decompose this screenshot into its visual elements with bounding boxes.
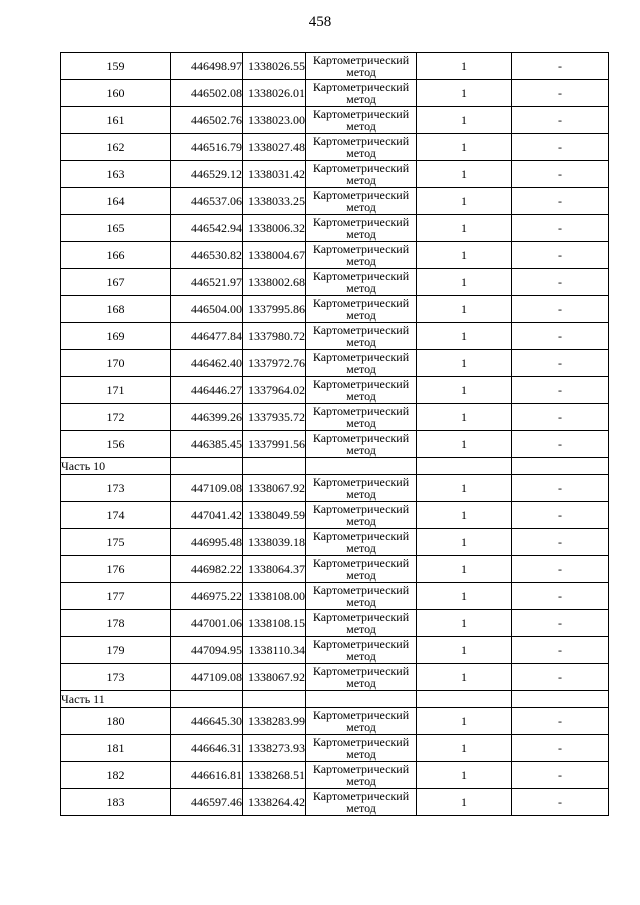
method-cell (306, 350, 417, 377)
table-row (61, 583, 609, 610)
method-line-1: Картометрический (312, 53, 410, 67)
method-line-1: Картометрический (312, 242, 410, 256)
precision-value: 1 (417, 323, 512, 350)
method-cell (306, 735, 417, 762)
method-line-2: метод (346, 487, 376, 501)
method-line-2: метод (346, 389, 376, 403)
method-line-2: метод (346, 649, 376, 663)
coord-y: 1337972.76 (243, 350, 306, 377)
method-cell (306, 789, 417, 816)
coord-y: 1338039.18 (243, 529, 306, 556)
precision-value: 1 (417, 188, 512, 215)
point-number: 156 (61, 431, 171, 458)
section-row (61, 691, 609, 708)
method-line-2: метод (346, 173, 376, 187)
table-row (61, 404, 609, 431)
coord-x: 446502.76 (171, 107, 243, 134)
empty-cell (171, 458, 243, 475)
coord-y: 1338110.34 (243, 637, 306, 664)
method-line-2: метод (346, 335, 376, 349)
point-number: 181 (61, 735, 171, 762)
method-cell (306, 80, 417, 107)
method-line-2: метод (346, 568, 376, 582)
description-dash: - (512, 107, 609, 134)
table-row (61, 529, 609, 556)
coord-y: 1337980.72 (243, 323, 306, 350)
method-line-1: Картометрический (312, 708, 410, 722)
precision-value: 1 (417, 637, 512, 664)
method-cell (306, 269, 417, 296)
coord-x: 446504.00 (171, 296, 243, 323)
method-cell (306, 762, 417, 789)
empty-cell (243, 691, 306, 708)
point-number: 171 (61, 377, 171, 404)
precision-value: 1 (417, 350, 512, 377)
precision-value: 1 (417, 242, 512, 269)
precision-value: 1 (417, 610, 512, 637)
coord-y: 1338049.59 (243, 502, 306, 529)
method-line-2: метод (346, 254, 376, 268)
precision-value: 1 (417, 529, 512, 556)
method-line-1: Картометрический (312, 323, 410, 337)
coord-x: 447001.06 (171, 610, 243, 637)
description-dash: - (512, 215, 609, 242)
method-line-2: метод (346, 747, 376, 761)
coord-y: 1337995.86 (243, 296, 306, 323)
point-number: 168 (61, 296, 171, 323)
method-line-1: Картометрический (312, 107, 410, 121)
table-row (61, 431, 609, 458)
precision-value: 1 (417, 735, 512, 762)
point-number: 166 (61, 242, 171, 269)
point-number: 170 (61, 350, 171, 377)
description-dash: - (512, 53, 609, 80)
method-line-2: метод (346, 541, 376, 555)
description-dash: - (512, 431, 609, 458)
method-line-1: Картометрический (312, 188, 410, 202)
table-row (61, 735, 609, 762)
method-cell (306, 296, 417, 323)
coord-y: 1337964.02 (243, 377, 306, 404)
precision-value: 1 (417, 708, 512, 735)
empty-cell (306, 458, 417, 475)
coord-x: 446982.22 (171, 556, 243, 583)
coord-x: 447041.42 (171, 502, 243, 529)
table-row (61, 161, 609, 188)
method-line-2: метод (346, 65, 376, 79)
method-cell (306, 404, 417, 431)
coord-x: 446385.45 (171, 431, 243, 458)
description-dash: - (512, 296, 609, 323)
table-row (61, 188, 609, 215)
method-line-2: метод (346, 362, 376, 376)
coord-y: 1338033.25 (243, 188, 306, 215)
empty-cell (171, 691, 243, 708)
empty-cell (512, 458, 609, 475)
method-cell (306, 708, 417, 735)
table-row (61, 502, 609, 529)
coord-y: 1338108.15 (243, 610, 306, 637)
point-number: 179 (61, 637, 171, 664)
coord-y: 1338026.55 (243, 53, 306, 80)
method-line-1: Картометрический (312, 350, 410, 364)
description-dash: - (512, 134, 609, 161)
coord-y: 1337991.56 (243, 431, 306, 458)
coord-x: 446530.82 (171, 242, 243, 269)
coord-x: 447094.95 (171, 637, 243, 664)
method-line-1: Картометрический (312, 475, 410, 489)
point-number: 164 (61, 188, 171, 215)
coord-y: 1338002.68 (243, 269, 306, 296)
coord-x: 446521.97 (171, 269, 243, 296)
method-line-2: метод (346, 227, 376, 241)
description-dash: - (512, 610, 609, 637)
precision-value: 1 (417, 107, 512, 134)
method-line-2: метод (346, 801, 376, 815)
coord-x: 446537.06 (171, 188, 243, 215)
method-line-2: метод (346, 146, 376, 160)
description-dash: - (512, 323, 609, 350)
method-line-1: Картометрический (312, 529, 410, 543)
precision-value: 1 (417, 664, 512, 691)
method-cell (306, 583, 417, 610)
method-cell (306, 53, 417, 80)
coord-x: 446529.12 (171, 161, 243, 188)
coord-y: 1337935.72 (243, 404, 306, 431)
table-row (61, 242, 609, 269)
point-number: 180 (61, 708, 171, 735)
point-number: 165 (61, 215, 171, 242)
coord-y: 1338273.93 (243, 735, 306, 762)
table-row (61, 80, 609, 107)
coord-y: 1338108.00 (243, 583, 306, 610)
method-cell (306, 377, 417, 404)
method-cell (306, 107, 417, 134)
section-label: Часть 11 (61, 691, 171, 708)
point-number: 162 (61, 134, 171, 161)
method-line-2: метод (346, 281, 376, 295)
method-line-1: Картометрический (312, 610, 410, 624)
empty-cell (417, 458, 512, 475)
coord-x: 446645.30 (171, 708, 243, 735)
description-dash: - (512, 583, 609, 610)
precision-value: 1 (417, 269, 512, 296)
method-line-1: Картометрический (312, 269, 410, 283)
point-number: 163 (61, 161, 171, 188)
table-row (61, 637, 609, 664)
description-dash: - (512, 789, 609, 816)
precision-value: 1 (417, 475, 512, 502)
point-number: 177 (61, 583, 171, 610)
precision-value: 1 (417, 296, 512, 323)
table-row (61, 475, 609, 502)
description-dash: - (512, 350, 609, 377)
coord-y: 1338027.48 (243, 134, 306, 161)
method-line-2: метод (346, 200, 376, 214)
description-dash: - (512, 637, 609, 664)
description-dash: - (512, 664, 609, 691)
precision-value: 1 (417, 502, 512, 529)
precision-value: 1 (417, 762, 512, 789)
method-line-2: метод (346, 416, 376, 430)
method-line-1: Картометрический (312, 664, 410, 678)
point-number: 172 (61, 404, 171, 431)
point-number: 175 (61, 529, 171, 556)
method-line-2: метод (346, 720, 376, 734)
point-number: 160 (61, 80, 171, 107)
method-line-1: Картометрический (312, 789, 410, 803)
coord-y: 1338004.67 (243, 242, 306, 269)
coord-x: 446597.46 (171, 789, 243, 816)
point-number: 161 (61, 107, 171, 134)
precision-value: 1 (417, 789, 512, 816)
point-number: 159 (61, 53, 171, 80)
coord-y: 1338064.37 (243, 556, 306, 583)
method-line-1: Картометрический (312, 762, 410, 776)
empty-cell (306, 691, 417, 708)
method-line-2: метод (346, 92, 376, 106)
table-row (61, 107, 609, 134)
table-body (61, 53, 609, 816)
coord-x: 446975.22 (171, 583, 243, 610)
empty-cell (243, 458, 306, 475)
coord-x: 446399.26 (171, 404, 243, 431)
description-dash: - (512, 556, 609, 583)
description-dash: - (512, 404, 609, 431)
description-dash: - (512, 242, 609, 269)
point-number: 173 (61, 475, 171, 502)
coord-x: 446542.94 (171, 215, 243, 242)
empty-cell (417, 691, 512, 708)
precision-value: 1 (417, 556, 512, 583)
precision-value: 1 (417, 53, 512, 80)
table-row (61, 664, 609, 691)
precision-value: 1 (417, 134, 512, 161)
coord-x: 446646.31 (171, 735, 243, 762)
table-row (61, 377, 609, 404)
coord-y: 1338006.32 (243, 215, 306, 242)
method-line-1: Картометрический (312, 502, 410, 516)
section-label: Часть 10 (61, 458, 171, 475)
method-cell (306, 556, 417, 583)
coord-x: 446477.84 (171, 323, 243, 350)
method-line-2: метод (346, 595, 376, 609)
description-dash: - (512, 502, 609, 529)
point-number: 176 (61, 556, 171, 583)
method-cell (306, 134, 417, 161)
description-dash: - (512, 377, 609, 404)
point-number: 169 (61, 323, 171, 350)
description-dash: - (512, 269, 609, 296)
table-row (61, 610, 609, 637)
method-line-2: метод (346, 119, 376, 133)
method-line-1: Картометрический (312, 583, 410, 597)
method-cell (306, 431, 417, 458)
table-row (61, 269, 609, 296)
table-row (61, 556, 609, 583)
table-row (61, 296, 609, 323)
table-row (61, 134, 609, 161)
table-row (61, 708, 609, 735)
method-line-2: метод (346, 774, 376, 788)
point-number: 173 (61, 664, 171, 691)
method-cell (306, 610, 417, 637)
method-cell (306, 664, 417, 691)
coord-y: 1338026.01 (243, 80, 306, 107)
method-line-2: метод (346, 622, 376, 636)
method-line-2: метод (346, 443, 376, 457)
precision-value: 1 (417, 377, 512, 404)
description-dash: - (512, 161, 609, 188)
point-number: 167 (61, 269, 171, 296)
method-cell (306, 475, 417, 502)
coord-y: 1338283.99 (243, 708, 306, 735)
method-line-1: Картометрический (312, 296, 410, 310)
precision-value: 1 (417, 431, 512, 458)
method-line-2: метод (346, 308, 376, 322)
point-number: 183 (61, 789, 171, 816)
method-cell (306, 637, 417, 664)
coord-x: 446446.27 (171, 377, 243, 404)
description-dash: - (512, 475, 609, 502)
description-dash: - (512, 708, 609, 735)
coord-y: 1338023.00 (243, 107, 306, 134)
method-line-1: Картометрический (312, 377, 410, 391)
coord-x: 446995.48 (171, 529, 243, 556)
page-number: 458 (308, 14, 332, 30)
coord-y: 1338067.92 (243, 475, 306, 502)
precision-value: 1 (417, 404, 512, 431)
method-line-1: Картометрический (312, 80, 410, 94)
method-line-1: Картометрический (312, 215, 410, 229)
method-cell (306, 529, 417, 556)
coord-x: 446498.97 (171, 53, 243, 80)
description-dash: - (512, 80, 609, 107)
method-line-1: Картометрический (312, 556, 410, 570)
method-line-1: Картометрический (312, 431, 410, 445)
table-row (61, 762, 609, 789)
precision-value: 1 (417, 583, 512, 610)
method-line-2: метод (346, 514, 376, 528)
coord-x: 447109.08 (171, 664, 243, 691)
description-dash: - (512, 188, 609, 215)
method-line-1: Картометрический (312, 404, 410, 418)
description-dash: - (512, 735, 609, 762)
method-line-1: Картометрический (312, 134, 410, 148)
method-cell (306, 215, 417, 242)
coord-y: 1338264.42 (243, 789, 306, 816)
table-row (61, 789, 609, 816)
point-number: 182 (61, 762, 171, 789)
empty-cell (512, 691, 609, 708)
coord-x: 447109.08 (171, 475, 243, 502)
section-row (61, 458, 609, 475)
method-line-1: Картометрический (312, 637, 410, 651)
method-cell (306, 161, 417, 188)
coord-x: 446516.79 (171, 134, 243, 161)
coord-x: 446462.40 (171, 350, 243, 377)
precision-value: 1 (417, 161, 512, 188)
table-row (61, 350, 609, 377)
precision-value: 1 (417, 80, 512, 107)
point-number: 174 (61, 502, 171, 529)
method-cell (306, 502, 417, 529)
coord-x: 446502.08 (171, 80, 243, 107)
table-row (61, 53, 609, 80)
description-dash: - (512, 762, 609, 789)
coord-y: 1338067.92 (243, 664, 306, 691)
coordinates-table (60, 52, 609, 816)
precision-value: 1 (417, 215, 512, 242)
coord-x: 446616.81 (171, 762, 243, 789)
method-cell (306, 242, 417, 269)
coord-y: 1338031.42 (243, 161, 306, 188)
method-line-1: Картометрический (312, 735, 410, 749)
table-row (61, 215, 609, 242)
method-line-1: Картометрический (312, 161, 410, 175)
description-dash: - (512, 529, 609, 556)
point-number: 178 (61, 610, 171, 637)
table-row (61, 323, 609, 350)
method-cell (306, 323, 417, 350)
coord-y: 1338268.51 (243, 762, 306, 789)
method-cell (306, 188, 417, 215)
method-line-2: метод (346, 676, 376, 690)
